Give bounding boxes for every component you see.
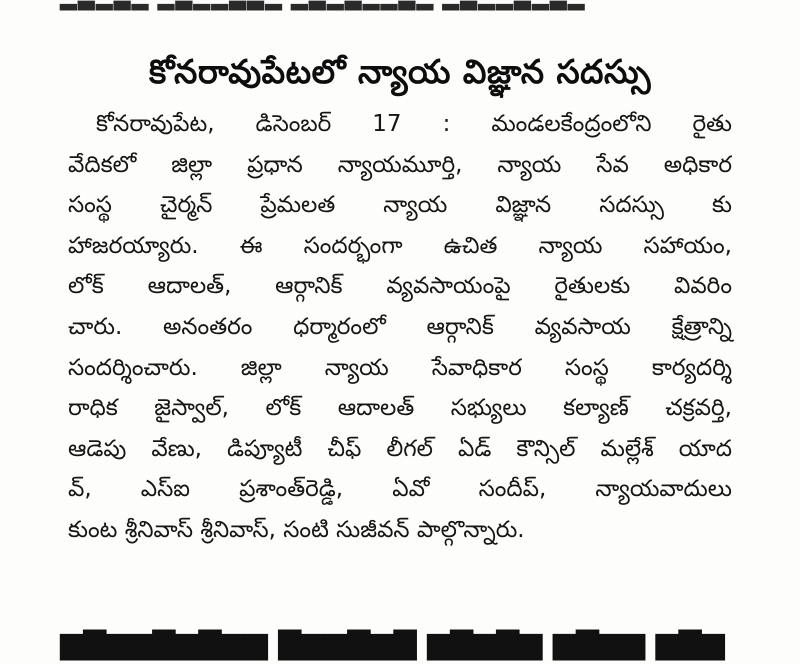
headline: కోనరావుపేటలో న్యాయ విజ్ఞాన సదస్సు <box>149 52 651 92</box>
article-line: రాధిక జైస్వాల్, లోక్ ఆదాలత్ సభ్యులు కల్యాణ్ చక్రవర్తి, <box>68 395 732 422</box>
article-line: చారు. అనంతరం ధర్మారంలో ఆర్గానిక్ వ్యవసాయ క్షేత్రాన్ని <box>68 313 732 340</box>
article-line: సంస్థ చైర్మన్ ప్రేమలత న్యాయ విజ్ఞాన సదస్సు కు <box>68 192 732 219</box>
article-line: వేదికలో జిల్లా ప్రధాన న్యాయమూర్తి, న్యాయ సేవ అధికార <box>68 151 732 178</box>
article-line: ఆడెపు వేణు, డిప్యూటీ చీఫ్ లీగల్ ఏడ్ కౌన్సిల్ మల్లేశ్ యాద <box>68 435 732 462</box>
article-line: కుంట శ్రీనివాస్ శ్రీనివాస్, సంటి సుజీవన్ పాల్గొన్నారు. <box>68 516 525 543</box>
article-line: కోనరావుపేట, డిసెంబర్ 17 : మండలకేంద్రంలోని రైతు <box>96 111 732 137</box>
previous-article-cut-text <box>60 0 620 8</box>
article-line: వ్, ఎస్ఐ ప్రశాంత్‌రెడ్డి, ఏవో సందీప్, న్యాయవాదులు <box>68 476 732 503</box>
article-body <box>68 104 732 551</box>
next-article-cut-heading: ▆▇▆▆▇▆▇▆▆ ▇▆▆▇▆▇ ▆▇▆▇▆ ▆▇▆▆ ▆▇▆ <box>60 626 725 661</box>
article-line: సందర్శించారు. జిల్లా న్యాయ సేవాధికార సంస్థ కార్యదర్శి <box>68 354 732 381</box>
article-line: లోక్ ఆదాలత్, ఆర్గానిక్ వ్యవసాయంపై రైతులకు వివరిం <box>68 273 732 300</box>
article-line: హాజరయ్యారు. ఈ సందర్భంగా ఉచిత న్యాయ సహాయం, <box>68 232 732 259</box>
